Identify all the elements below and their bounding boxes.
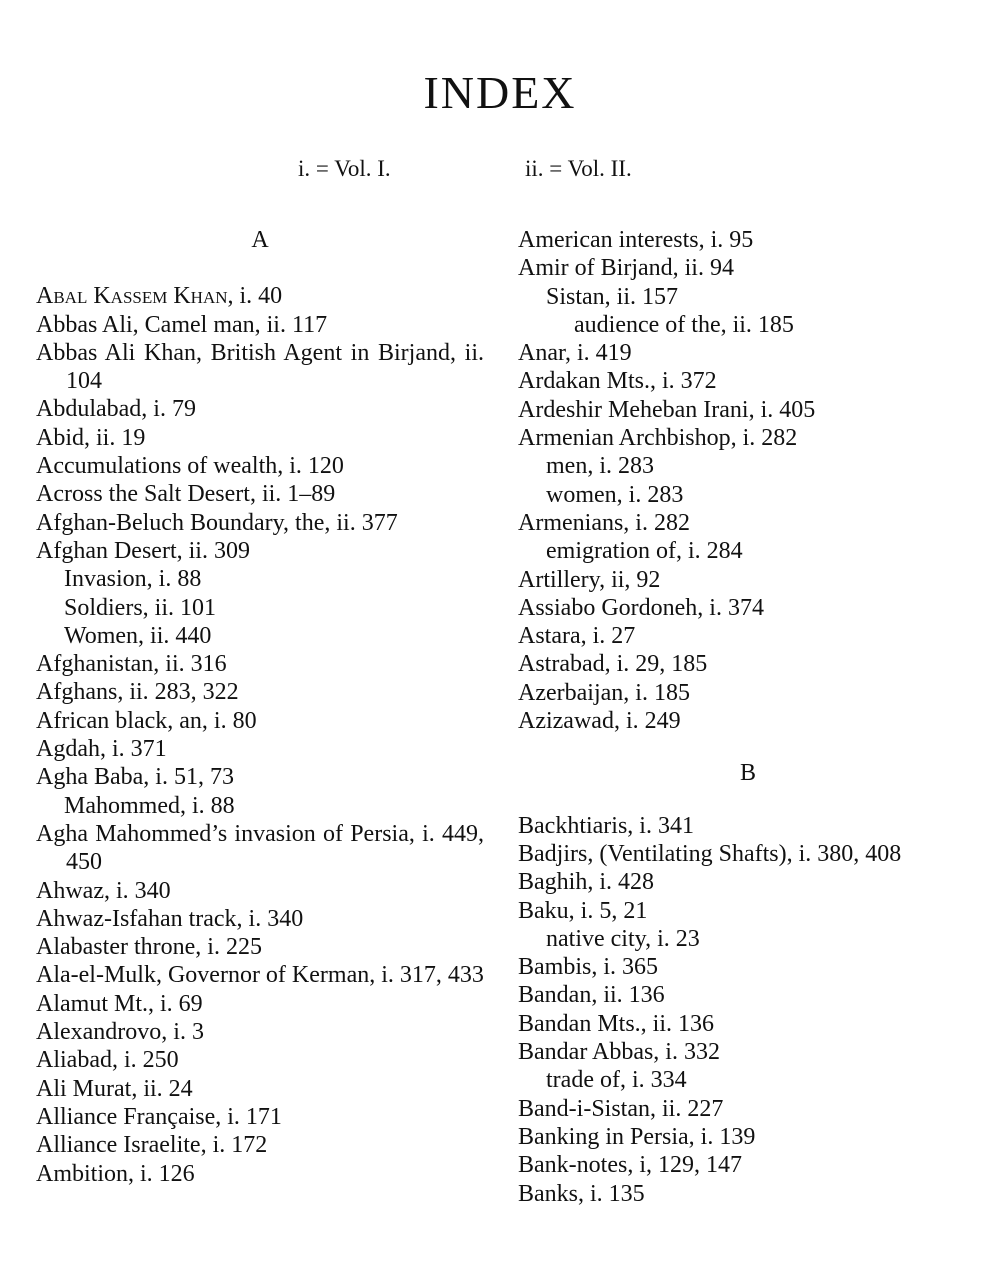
index-entry: Astara, i. 27 [518, 623, 636, 650]
volume-legend [0, 156, 1000, 188]
left-entries [36, 282, 484, 1188]
index-entry: audience of the, ii. 185 [574, 311, 794, 338]
index-entry: native city, i. 23 [546, 925, 700, 952]
legend-vol2: ii. = Vol. II. [525, 156, 632, 181]
index-entry: Ali Murat, ii. 24 [36, 1075, 193, 1102]
index-entry [36, 282, 484, 310]
index-entry: Banks, i. 135 [518, 1180, 645, 1207]
letter-heading-b: B [739, 760, 756, 787]
index-entry: Badjirs, (Ventilating Shafts), i. 380, 408 [518, 840, 902, 867]
index-entry: Agdah, i. 371 [36, 736, 167, 763]
index-column-right [518, 226, 978, 1208]
index-entry: Azerbaijan, i. 185 [518, 679, 690, 706]
index-entry: Azizawad, i. 249 [518, 708, 681, 735]
index-column-left [36, 226, 484, 1188]
index-entry: Mahommed, i. 88 [64, 792, 235, 819]
index-entry: Armenians, i. 282 [518, 509, 690, 536]
index-entry: Across the Salt Desert, ii. 1–89 [36, 481, 336, 508]
index-entry: Afghan-Beluch Boundary, the, ii. 377 [36, 509, 398, 536]
index-entry: Alexandrovo, i. 3 [36, 1019, 204, 1046]
index-entry: American interests, i. 95 [518, 227, 754, 253]
index-entry: Abdulabad, i. 79 [36, 396, 196, 423]
right-entries-b [518, 812, 978, 1208]
index-entry: Ardakan Mts., i. 372 [518, 368, 717, 395]
index-entry: Agha Baba, i. 51, 73 [36, 764, 234, 791]
index-entry: Bandan, ii. 136 [518, 982, 665, 1009]
index-entry: Accumulations of wealth, i. 120 [36, 453, 344, 480]
page-title: INDEX [423, 67, 577, 118]
index-entry: Afghans, ii. 283, 322 [36, 679, 239, 706]
index-entry: Abid, ii. 19 [36, 424, 146, 451]
index-entry: Baku, i. 5, 21 [518, 897, 648, 924]
index-entry: Anar, i. 419 [518, 340, 632, 367]
index-entry: Sistan, ii. 157 [546, 283, 679, 310]
right-entries-a [518, 226, 978, 735]
index-entry: Ardeshir Meheban Irani, i. 405 [518, 396, 816, 423]
index-entry: African black, an, i. 80 [36, 707, 257, 734]
index-entry: Artillery, ii, 92 [518, 566, 661, 593]
index-entry: Alabaster throne, i. 225 [36, 934, 262, 961]
index-entry: Ambition, i. 126 [36, 1160, 195, 1187]
index-entry: Baghih, i. 428 [518, 869, 654, 896]
index-entry: trade of, i. 334 [546, 1067, 687, 1094]
index-entry: Abbas Ali, Camel man, ii. 117 [36, 311, 328, 338]
index-entry: Afghan Desert, ii. 309 [36, 537, 250, 564]
index-entry: Agha Mahommed’s invasion of Persia, i. 449, 450 [36, 820, 484, 876]
index-entry: Alliance Française, i. 171 [36, 1103, 282, 1130]
index-entry: men, i. 283 [546, 453, 654, 480]
index-entry: Bandan Mts., ii. 136 [518, 1010, 714, 1037]
index-entry: Alliance Israelite, i. 172 [36, 1132, 268, 1159]
index-entry: Alamut Mt., i. 69 [36, 990, 203, 1017]
index-entry: Ahwaz-Isfahan track, i. 340 [36, 905, 304, 932]
index-entry: Banking in Persia, i. 139 [518, 1123, 756, 1150]
index-entry: Band-i-Sistan, ii. 227 [518, 1095, 724, 1122]
index-entry: Armenian Archbishop, i. 282 [518, 425, 798, 452]
letter-heading-a: A [251, 227, 269, 253]
index-entry: Ahwaz, i. 340 [36, 877, 171, 904]
index-entry-ref: , i. 40 [227, 283, 283, 310]
index-entry: Afghanistan, ii. 316 [36, 651, 227, 678]
index-entry-term: Abal Kassem Khan [36, 283, 228, 310]
index-entry: Astrabad, i. 29, 185 [518, 651, 708, 678]
index-entry: Women, ii. 440 [64, 622, 212, 649]
index-entry: Invasion, i. 88 [64, 566, 202, 593]
index-entry: Backhtiaris, i. 341 [518, 812, 694, 839]
index-entry: Amir of Birjand, ii. 94 [518, 255, 734, 282]
index-entry: Abbas Ali Khan, British Agent in Birjand, ii. 104 [36, 339, 484, 395]
index-entry: Ala-el-Mulk, Governor of Kerman, i. 317, 433 [36, 962, 484, 989]
index-entry: Soldiers, ii. 101 [64, 594, 217, 621]
index-entry: women, i. 283 [546, 481, 684, 508]
index-entry: Bank-notes, i, 129, 147 [518, 1152, 742, 1179]
index-entry: emigration of, i. 284 [546, 538, 743, 565]
legend-vol1: i. = Vol. I. [298, 156, 391, 181]
index-entry: Aliabad, i. 250 [36, 1047, 179, 1074]
index-entry: Assiabo Gordoneh, i. 374 [518, 594, 764, 621]
index-entry: Bandar Abbas, i. 332 [518, 1039, 720, 1066]
index-entry: Bambis, i. 365 [518, 954, 659, 981]
